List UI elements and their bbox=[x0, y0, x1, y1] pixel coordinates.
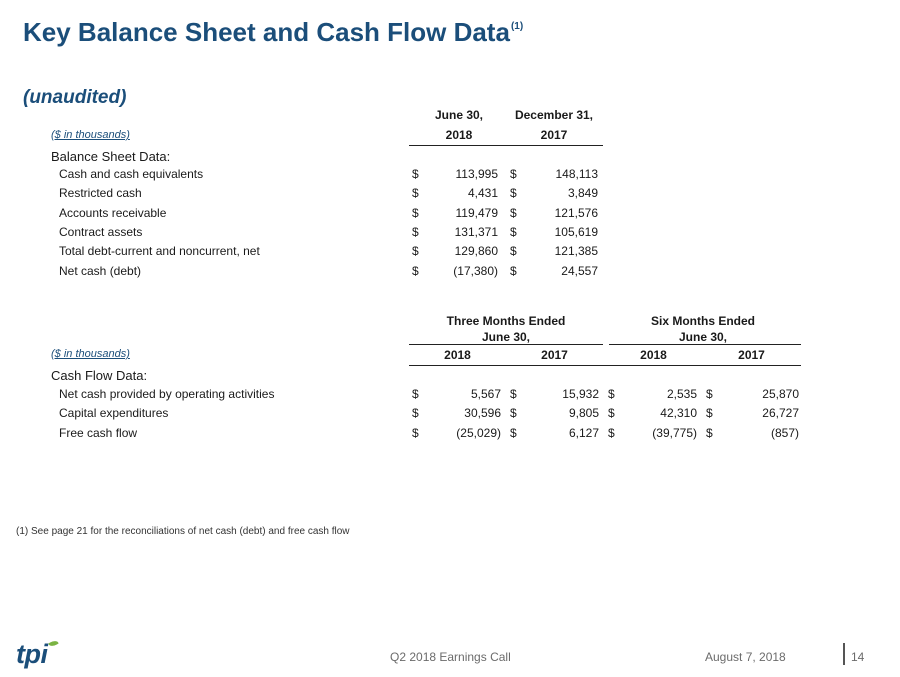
table-cell: 6,127 bbox=[568, 426, 599, 440]
balance-col2-header-line2: 2017 bbox=[540, 128, 568, 142]
cf-year-header: 2018 bbox=[640, 348, 667, 362]
table-cell: 30,596 bbox=[464, 406, 501, 420]
footer-divider bbox=[843, 643, 845, 665]
page-title-text: Key Balance Sheet and Cash Flow Data bbox=[23, 17, 510, 47]
table-row-label: Accounts receivable bbox=[59, 206, 167, 220]
footer-event: Q2 2018 Earnings Call bbox=[390, 650, 511, 664]
cf-group1-header-line1: Three Months Ended bbox=[446, 314, 566, 328]
page-title bbox=[23, 17, 523, 48]
currency-symbol: $ bbox=[608, 387, 615, 401]
table-cell: 119,479 bbox=[455, 206, 498, 220]
currency-symbol: $ bbox=[510, 186, 517, 200]
currency-symbol: $ bbox=[510, 167, 517, 181]
table-cell: 42,310 bbox=[660, 406, 697, 420]
table-cell: 4,431 bbox=[467, 186, 498, 200]
table-cell: (39,775) bbox=[652, 426, 697, 440]
table-cell: 129,860 bbox=[454, 244, 498, 258]
footnote: (1) See page 21 for the reconciliations of net cash (debt) and free cash flow bbox=[16, 526, 350, 537]
table-row-label: Total debt-current and noncurrent, net bbox=[59, 244, 260, 258]
title-footnote-marker: (1) bbox=[510, 21, 524, 32]
cf-year-header: 2017 bbox=[738, 348, 765, 362]
table-cell: 25,870 bbox=[762, 387, 799, 401]
currency-symbol: $ bbox=[510, 244, 517, 258]
cf-group1-header-line2: June 30, bbox=[481, 330, 531, 344]
cf-section-label: Cash Flow Data: bbox=[51, 368, 148, 383]
footer-date: August 7, 2018 bbox=[705, 650, 786, 664]
logo-leaf-icon bbox=[48, 639, 58, 648]
cf-group2-header-line2: June 30, bbox=[678, 330, 728, 344]
table-cell: (857) bbox=[770, 426, 799, 440]
table-row-label: Capital expenditures bbox=[59, 406, 169, 420]
currency-symbol: $ bbox=[608, 406, 615, 420]
table-cell: 121,576 bbox=[554, 206, 598, 220]
currency-symbol: $ bbox=[706, 387, 713, 401]
balance-section-label: Balance Sheet Data: bbox=[51, 149, 171, 164]
table-cell: 15,932 bbox=[562, 387, 599, 401]
currency-symbol: $ bbox=[412, 244, 419, 258]
currency-symbol: $ bbox=[510, 387, 517, 401]
table-row-label: Cash and cash equivalents bbox=[59, 167, 204, 181]
balance-col1-header-line2: 2018 bbox=[445, 128, 473, 142]
currency-symbol: $ bbox=[412, 225, 419, 239]
balance-header-rule bbox=[409, 145, 603, 146]
unaudited-label: (unaudited) bbox=[23, 87, 127, 108]
currency-symbol: $ bbox=[412, 406, 419, 420]
currency-symbol: $ bbox=[412, 206, 419, 220]
table-cell: 5,567 bbox=[470, 387, 501, 401]
currency-symbol: $ bbox=[706, 426, 713, 440]
table-cell: 24,557 bbox=[561, 264, 598, 278]
table-cell: 121,385 bbox=[554, 244, 598, 258]
cf-group1-rule bbox=[409, 344, 603, 345]
cf-unit-label: ($ in thousands) bbox=[51, 348, 130, 360]
cf-group2-rule bbox=[609, 344, 801, 345]
cf-year-header: 2018 bbox=[444, 348, 471, 362]
table-cell: 113,995 bbox=[455, 167, 498, 181]
currency-symbol: $ bbox=[706, 406, 713, 420]
table-cell: 9,805 bbox=[568, 406, 599, 420]
currency-symbol: $ bbox=[412, 426, 419, 440]
currency-symbol: $ bbox=[510, 206, 517, 220]
currency-symbol: $ bbox=[510, 264, 517, 278]
table-cell: 26,727 bbox=[762, 406, 799, 420]
table-row-label: Free cash flow bbox=[59, 426, 138, 440]
table-row-label: Net cash provided by operating activities bbox=[59, 387, 275, 401]
cf-group2-header-line1: Six Months Ended bbox=[650, 314, 755, 328]
currency-symbol: $ bbox=[412, 387, 419, 401]
table-cell: 3,849 bbox=[567, 186, 598, 200]
table-cell: 105,619 bbox=[554, 225, 598, 239]
table-cell: 2,535 bbox=[666, 387, 697, 401]
table-cell: (17,380) bbox=[453, 264, 498, 278]
cf-year-header: 2017 bbox=[541, 348, 568, 362]
table-row-label: Restricted cash bbox=[59, 186, 142, 200]
currency-symbol: $ bbox=[510, 426, 517, 440]
currency-symbol: $ bbox=[608, 426, 615, 440]
currency-symbol: $ bbox=[412, 167, 419, 181]
currency-symbol: $ bbox=[412, 264, 419, 278]
balance-unit-label: ($ in thousands) bbox=[51, 129, 130, 141]
table-cell: 131,371 bbox=[454, 225, 498, 239]
balance-col1-header-line1: June 30, bbox=[434, 108, 484, 122]
table-row-label: Net cash (debt) bbox=[59, 264, 142, 278]
page-number: 14 bbox=[851, 650, 865, 664]
table-cell: (25,029) bbox=[456, 426, 501, 440]
currency-symbol: $ bbox=[510, 406, 517, 420]
balance-col2-header-line1: December 31, bbox=[514, 108, 594, 122]
tpi-logo: tpi bbox=[16, 639, 48, 669]
currency-symbol: $ bbox=[412, 186, 419, 200]
table-cell: 148,113 bbox=[555, 167, 598, 181]
cf-header-rule bbox=[409, 365, 801, 366]
table-row-label: Contract assets bbox=[59, 225, 143, 239]
currency-symbol: $ bbox=[510, 225, 517, 239]
